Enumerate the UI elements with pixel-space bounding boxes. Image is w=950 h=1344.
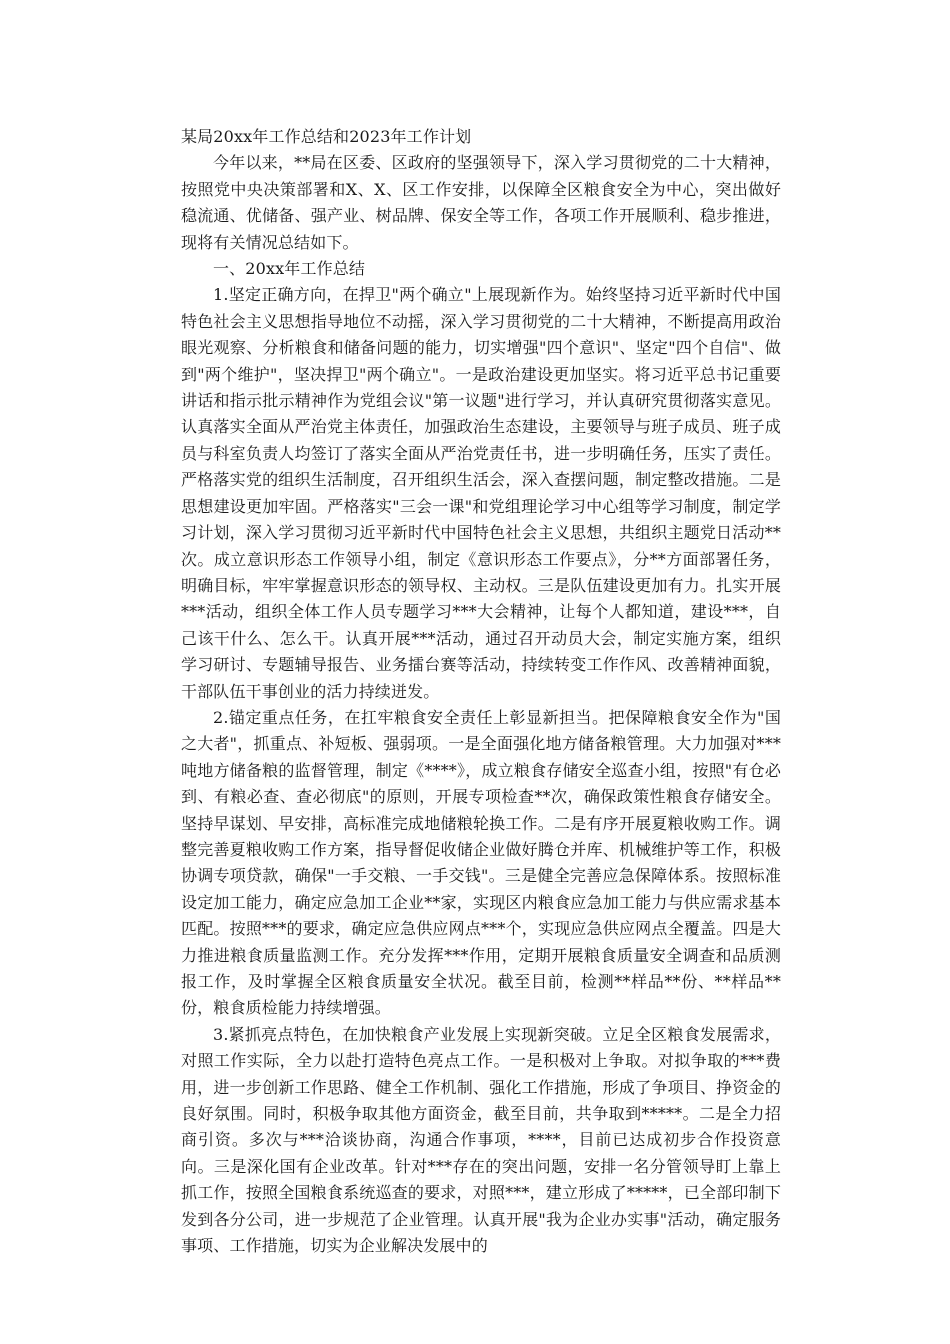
paragraph-item-2: 2.锚定重点任务，在扛牢粮食安全责任上彰显新担当。把保障粮食安全作为"国之大者"，抓重点、补短板、强弱项。一是全面强化地方储备粮管理。大力加强对***吨地方储备粮的监督管理，制定《****》，成立粮食存储安全巡查小组，按照"有仓必到、有粮必查、查必彻底"的原则，开展专项检查**次，确保政策性粮食存储安全。坚持早谋划、早安排，高标准完成地储粮轮换工作。二是有序开展夏粮收购工作。调整完善夏粮收购工作方案，指导督促收储企业做好腾仓并库、机械维护等工作，积极协调专项贷款，确保"一手交粮、一手交钱"。三是健全完善应急保障体系。按照标准设定加工能力，确定应急加工企业**家，实现区内粮食应急加工能力与供应需求基本匹配。按照***的要求，确定应急供应网点***个，实现应急供应网点全覆盖。四是大力推进粮食质量监测工作。充分发挥***作用，定期开展粮食质量安全调查和品质测报工作，及时掌握全区粮食质量安全状况。截至目前，检测**样品**份、**样品**份，粮食质检能力持续增强。: [181, 707, 781, 1018]
paragraph-item-1: 1.坚定正确方向，在捍卫"两个确立"上展现新作为。始终坚持习近平新时代中国特色社会主义思想指导地位不动摇，深入学习贯彻党的二十大精神，不断提高用政治眼光观察、分析粮食和储备问题的能力，切实增强"四个意识"、坚定"四个自信"、做到"两个维护"，坚决捍卫"两个确立"。一是政治建设更加坚实。将习近平总书记重要讲话和指示批示精神作为党组会议"第一议题"进行学习，并认真研究贯彻落实意见。认真落实全面从严治党主体责任，加强政治生态建设，主要领导与班子成员、班子成员与科室负责人均签订了落实全面从严治党责任书，进一步明确任务，压实了责任。严格落实党的组织生活制度，召开组织生活会，深入查摆问题，制定整改措施。二是思想建设更加牢固。严格落实"三会一课"和党组理论学习中心组等学习制度，制定学习计划，深入学习贯彻习近平新时代中国特色社会主义思想，共组织主题党日活动**次。成立意识形态工作领导小组，制定《意识形态工作要点》，分**方面部署任务，明确目标，牢牢掌握意识形态的领导权、主动权。三是队伍建设更加有力。扎实开展***活动，组织全体工作人员专题学习***大会精神，让每个人都知道，建设***，自己该干什么、怎么干。认真开展***活动，通过召开动员大会，制定实施方案，组织学习研讨、专题辅导报告、业务擂台赛等活动，持续转变工作作风、改善精神面貌，干部队伍干事创业的活力持续迸发。: [181, 285, 781, 701]
section-heading: 一、20xx年工作总结: [213, 259, 366, 279]
document-body: [181, 124, 781, 1259]
paragraph-item-3: 3.紧抓亮点特色，在加快粮食产业发展上实现新突破。立足全区粮食发展需求，对照工作实际，全力以赴打造特色亮点工作。一是积极对上争取。对拟争取的***费用，进一步创新工作思路、健全工作机制、强化工作措施，形成了争项目、挣资金的良好氛围。同时，积极争取其他方面资金，截至目前，共争取到*****。二是全力招商引资。多次与***洽谈协商，沟通合作事项，****，目前已达成初步合作投资意向。三是深化国有企业改革。针对***存在的突出问题，安排一名分管领导盯上靠上抓工作，按照全国粮食系统巡查的要求，对照***，建立形成了*****，已全部印制下发到各分公司，进一步规范了企业管理。认真开展"我为企业办实事"活动，确定服务事项、工作措施，切实为企业解决发展中的: [181, 1024, 781, 1256]
intro-paragraph: 今年以来，**局在区委、区政府的坚强领导下，深入学习贯彻党的二十大精神，按照党中央决策部署和X、X、区工作安排，以保障全区粮食安全为中心，突出做好稳流通、优储备、强产业、树品牌、保安全等工作，各项工作开展顺利、稳步推进，现将有关情况总结如下。: [181, 153, 781, 252]
document-title: 某局20xx年工作总结和2023年工作计划: [181, 127, 472, 146]
